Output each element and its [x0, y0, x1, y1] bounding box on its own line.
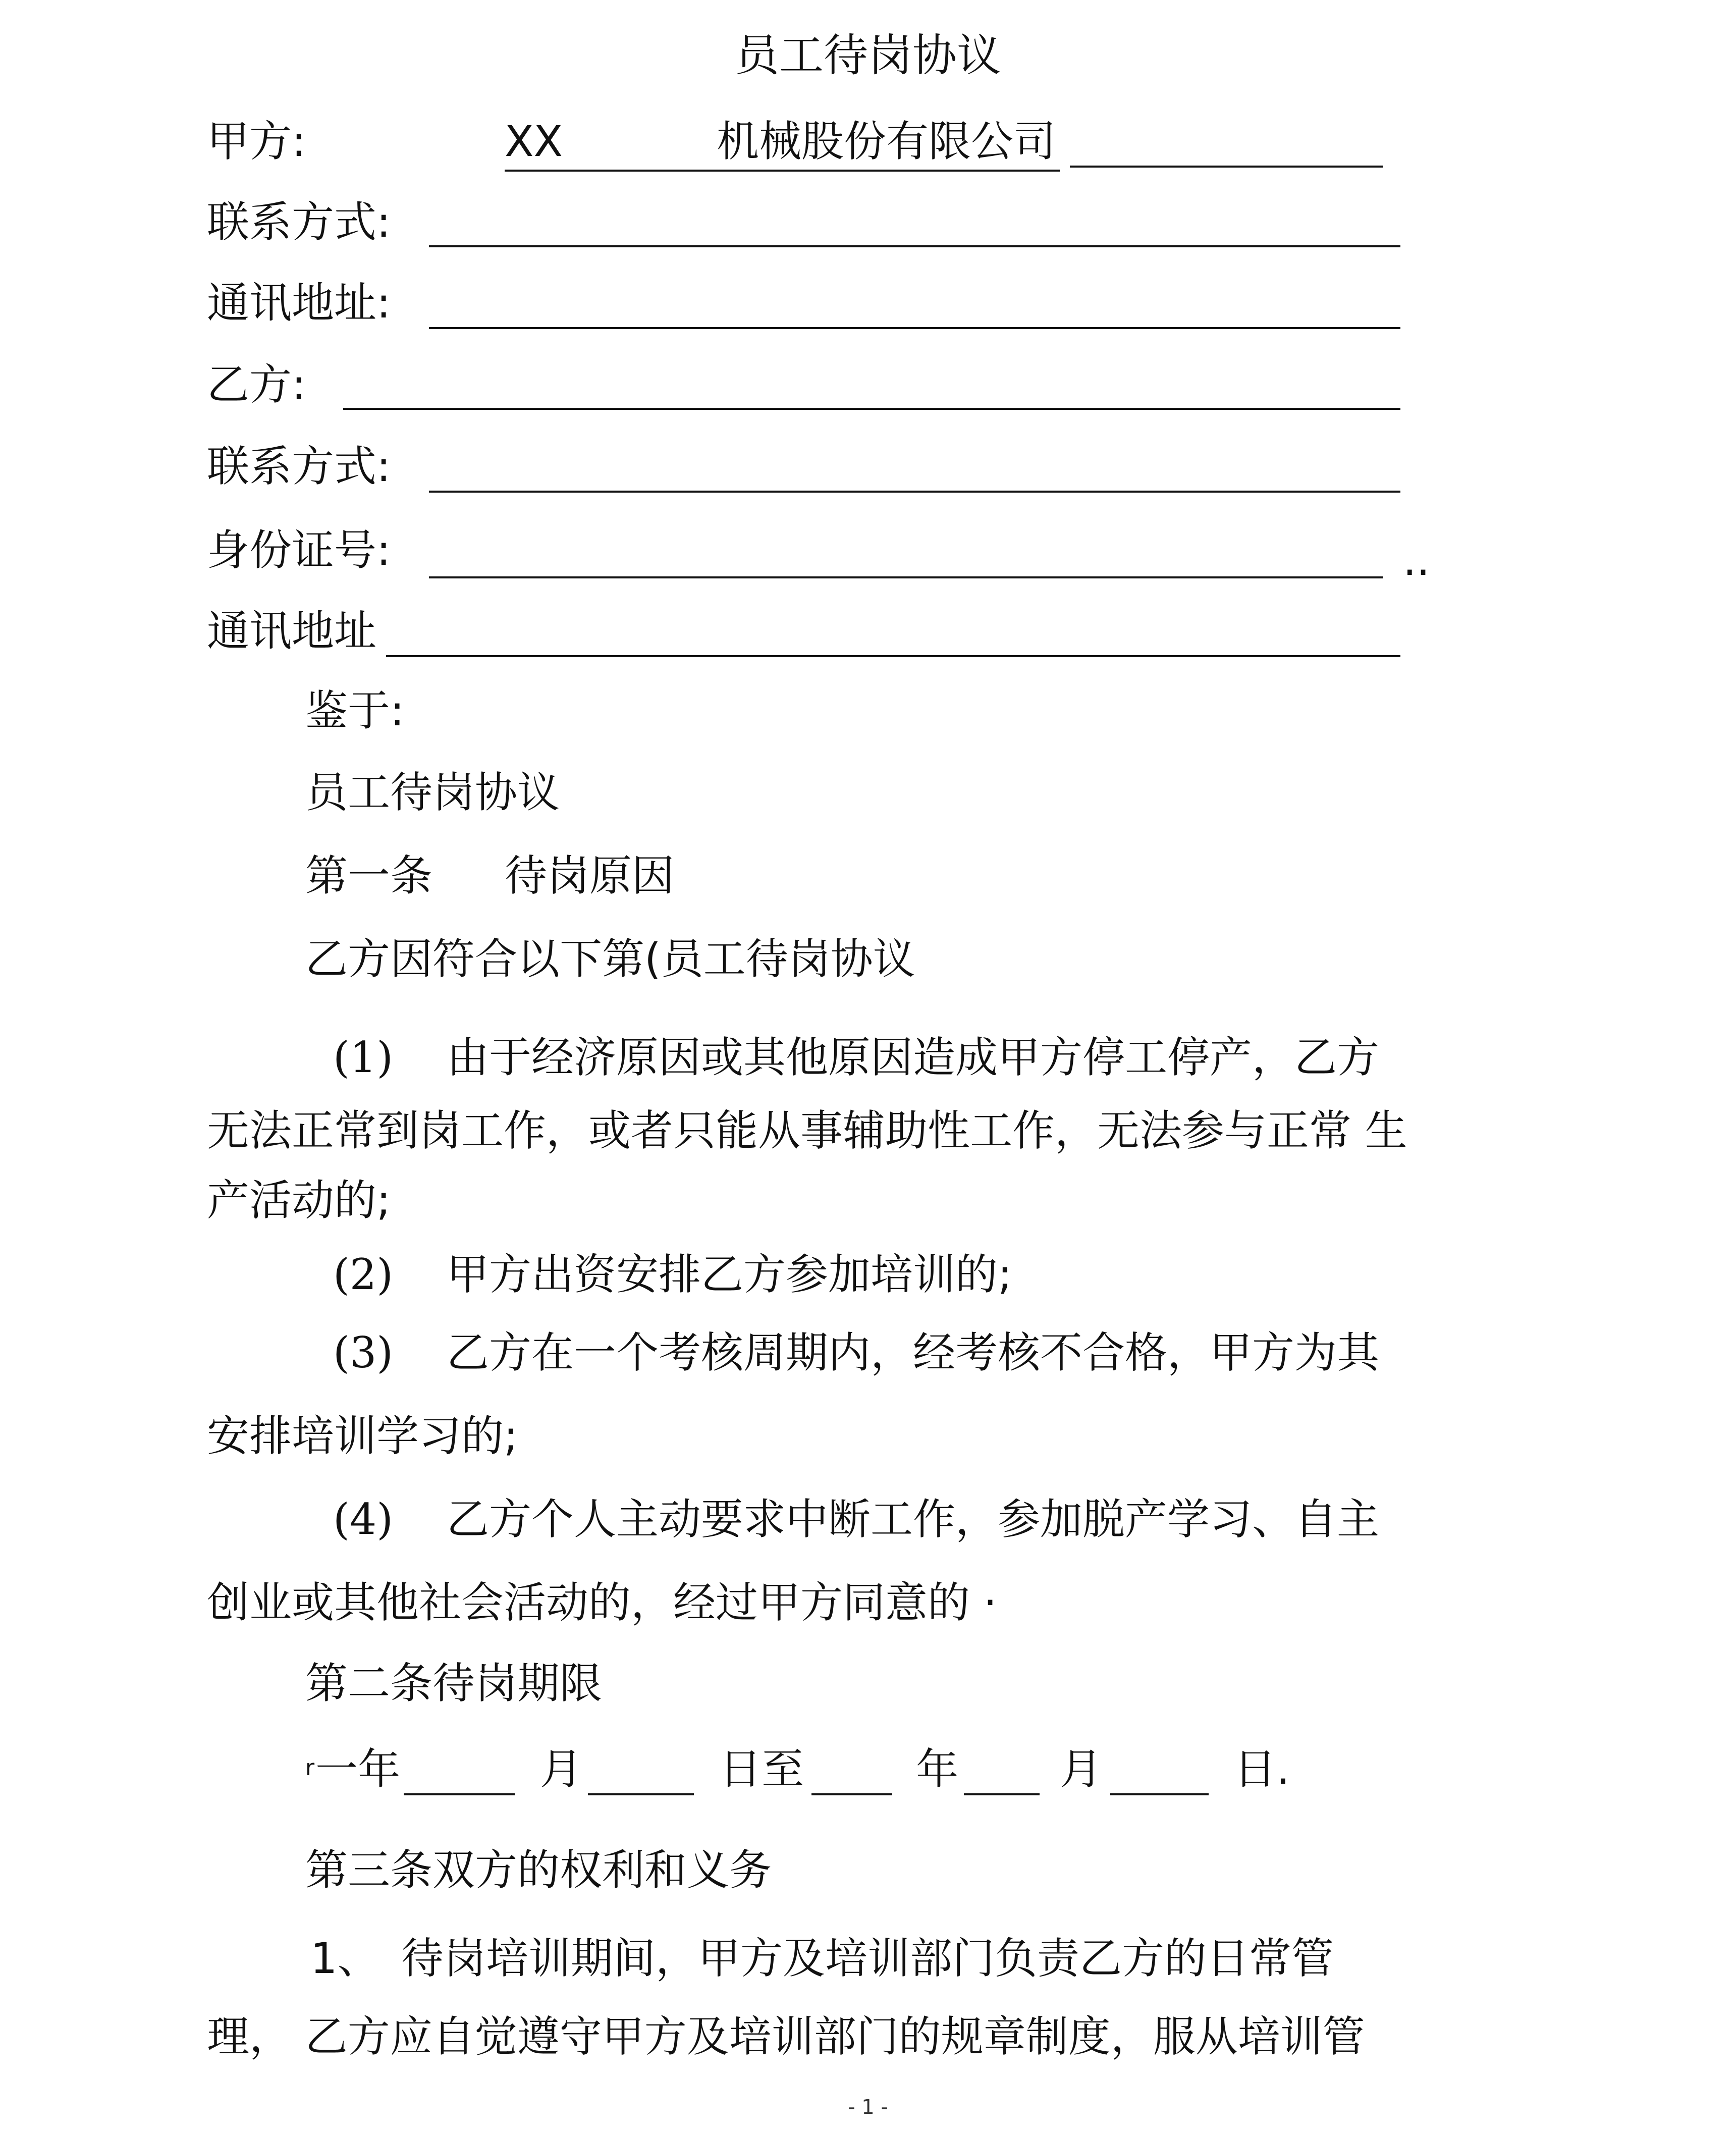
item1-line2: 无法正常到岗工作，或者只能从事辅助性工作，无法参与正常 生 [207, 1106, 1407, 1155]
clause1-number: 1、 [310, 1934, 380, 1983]
period-start-day-field[interactable] [811, 1793, 892, 1795]
article3-heading: 第三条双方的权利和义务 [305, 1845, 772, 1895]
party-b-address-label: 通讯地址 [207, 606, 377, 656]
party-b-id-field[interactable] [429, 576, 1383, 578]
period-end-month-label: 月 [1060, 1744, 1103, 1794]
party-a-contact-field[interactable] [429, 245, 1400, 247]
party-b-address-field[interactable] [386, 655, 1400, 657]
item3-number: (3) [333, 1328, 393, 1377]
party-a-company-prefix: XX [505, 117, 563, 166]
party-a-company-name: 机械股份有限公司 [717, 117, 1056, 166]
period-start-day-label: 日至 [719, 1744, 804, 1794]
clause1-line1: 待岗培训期间，甲方及培训部门负责乙方的日常管 [401, 1934, 1334, 1983]
party-a-contact-label: 联系方式: [207, 197, 391, 247]
party-b-name-field[interactable] [343, 408, 1400, 410]
period-end-day-label: 日. [1234, 1744, 1290, 1794]
period-end-year-field[interactable] [964, 1793, 1040, 1795]
period-prefix: r [305, 1755, 315, 1781]
party-a-name-extra-underline[interactable] [1070, 166, 1383, 168]
party-b-contact-field[interactable] [429, 491, 1400, 493]
article1-title: 待岗原因 [505, 851, 675, 900]
item2-line1: 甲方出资安排乙方参加培训的; [447, 1250, 1012, 1299]
agreement-subtitle: 员工待岗协议 [305, 768, 560, 817]
party-b-label: 乙方: [207, 360, 306, 409]
item1-line3: 产活动的; [207, 1176, 391, 1225]
party-b-contact-label: 联系方式: [207, 442, 391, 491]
item3-line1: 乙方在一个考核周期内，经考核不合格，甲方为其 [447, 1328, 1380, 1377]
article2-heading: 第二条待岗期限 [305, 1659, 603, 1708]
article1-intro: 乙方因符合以下第(员工待岗协议 [305, 934, 915, 984]
party-b-id-suffix: .. [1403, 536, 1430, 585]
period-start-month-field[interactable] [588, 1793, 694, 1795]
period-start-month-label: 月 [540, 1744, 583, 1794]
item4-line2: 创业或其他社会活动的，经过甲方同意的 · [207, 1578, 997, 1627]
period-end-month-field[interactable] [1110, 1793, 1209, 1795]
party-a-name-underline [505, 170, 1060, 172]
period-start-year-field[interactable] [404, 1793, 515, 1795]
party-a-label: 甲方: [207, 117, 306, 166]
item1-line1: 由于经济原因或其他原因造成甲方停工停产，乙方 [447, 1033, 1380, 1082]
item4-line1: 乙方个人主动要求中断工作，参加脱产学习、自主 [447, 1495, 1380, 1544]
item4-number: (4) [333, 1495, 393, 1544]
whereas-text: 鉴于: [305, 686, 405, 735]
item1-number: (1) [333, 1033, 393, 1082]
period-start-year-label: 一年 [315, 1744, 401, 1794]
clause1-line2: 理， 乙方应自觉遵守甲方及培训部门的规章制度，服从培训管 [207, 2012, 1365, 2061]
party-a-address-field[interactable] [429, 327, 1400, 329]
document-title: 员工待岗协议 [734, 29, 1001, 81]
period-end-year-label: 年 [916, 1744, 959, 1794]
item3-line2: 安排培训学习的; [207, 1411, 518, 1461]
article1-number: 第一条 [305, 851, 433, 900]
page-number: - 1 - [848, 2096, 888, 2119]
item2-number: (2) [333, 1250, 393, 1299]
party-b-id-label: 身份证号: [207, 525, 391, 575]
party-a-address-label: 通讯地址: [207, 278, 391, 328]
